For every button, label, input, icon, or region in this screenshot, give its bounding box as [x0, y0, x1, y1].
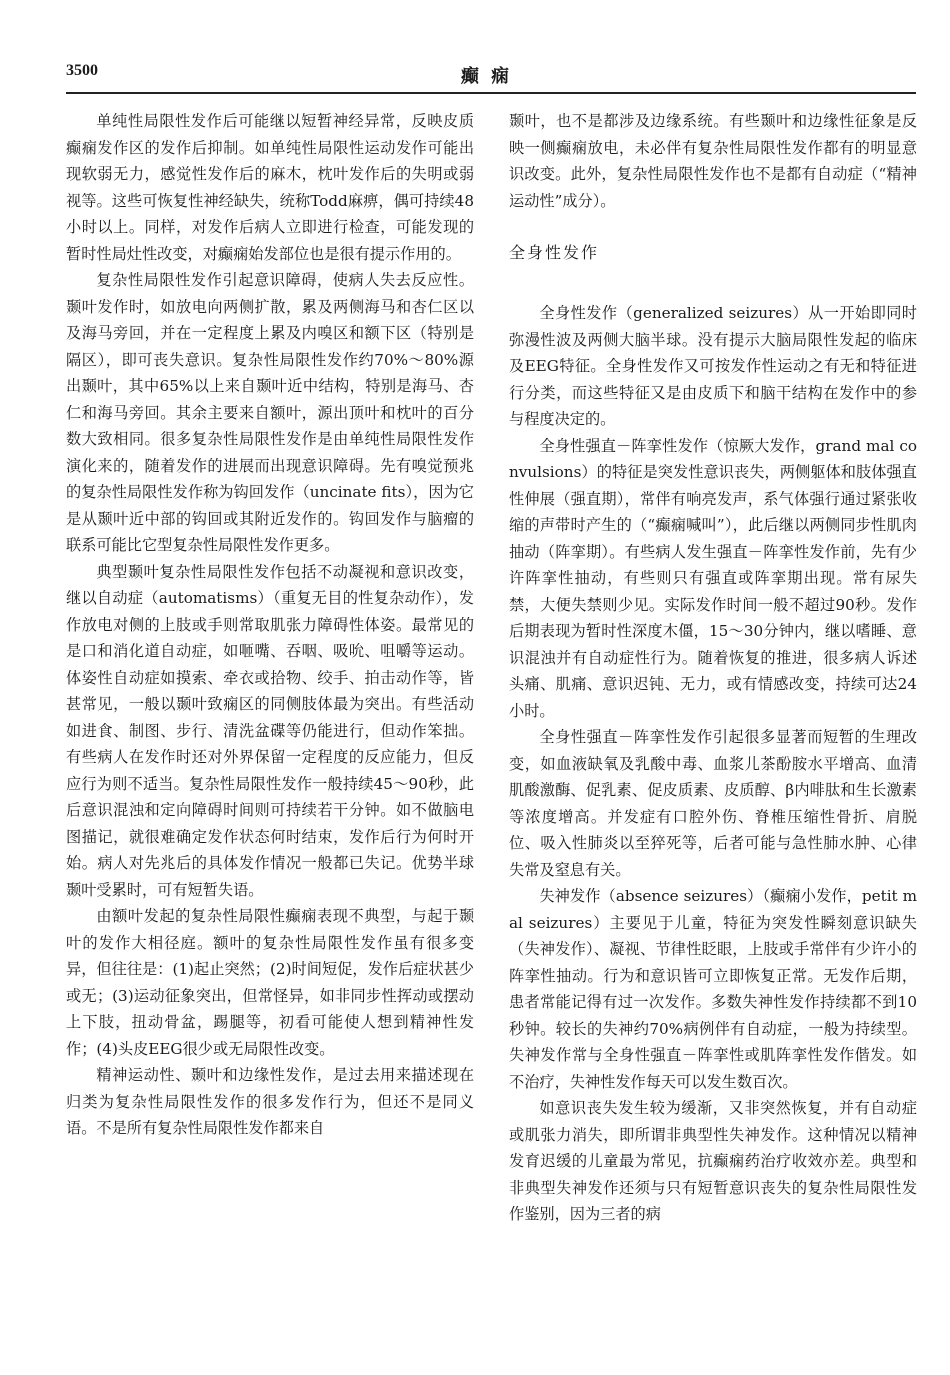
- paragraph-absence: 失神发作（absence seizures）（癫痫小发作，petit mal seizures）主要见于儿童，特征为突发性瞬刻意识缺失（失神发作）、凝视、节律性眨眼，上肢或手常伴有少许小的阵挛性抽动。行为和意识皆可立即恢复正常。无发作后期，患者常能记得有过一次发作。多数失神性发作持续都不到10秒钟。较长的失神约70%病例伴有自动症，一般为持续型。失神发作常与全身性强直－阵挛性或肌阵挛性发作偕发。如不治疗，失神性发作每天可以发生数百次。: [509, 887, 917, 1091]
- left-column: [66, 108, 474, 1142]
- paragraph-continued: 颞叶，也不是都涉及边缘系统。有些颞叶和边缘性征象是反映一侧癫痫放电，未必伴有复杂性局限性发作都有的明显意识改变。此外，复杂性局限性发作也不是都有自动症（“精神运动性”成分）。: [509, 112, 917, 210]
- paragraph-physiologic-changes: 全身性强直－阵挛性发作引起很多显著而短暂的生理改变，如血液缺氧及乳酸中毒、血浆儿茶酚胺水平增高、血清肌酸激酶、促乳素、促皮质素、皮质醇、β内啡肽和生长激素等浓度增高。并发症有口腔外伤、脊椎压缩性骨折、肩脱位、吸入性肺炎以至猝死等，后者可能与急性肺水肿、心律失常及窒息有关。: [509, 728, 917, 879]
- paragraph-frontal-onset: 由额叶发起的复杂性局限性癫痫表现不典型，与起于颞叶的发作大相径庭。额叶的复杂性局限性发作虽有很多变异，但往往是：(1)起止突然；(2)时间短促，发作后症状甚少或无；(3)运动征象突出，但常怪异，如非同步性挥动或摆动上下肢，扭动骨盆，踢腿等，初看可能使人想到精神性发作；(4)头皮EEG很少或无局限性改变。: [66, 907, 474, 1058]
- paragraph-generalized-intro: 全身性发作（generalized seizures）从一开始即同时弥漫性波及两侧大脑半球。没有提示大脑局限性发起的临床及EEG特征。全身性发作又可按发作性运动之有无和特征进行分类，而这些特征又是由皮质下和脑干结构在发作中的参与程度决定的。: [509, 304, 917, 428]
- running-title: 癫痫: [461, 66, 521, 87]
- paragraph-todd-paralysis: 单纯性局限性发作后可能继以短暂神经异常，反映皮质癫痫发作区的发作后抑制。如单纯性局限性运动发作可能出现软弱无力，感觉性发作后的麻木，枕叶发作后的失明或弱视等。这些可恢复性神经缺失，统称Todd麻痹，偶可持续48小时以上。同样，对发作后病人立即进行检查，可能发现的暂时性局灶性改变，对癫痫始发部位也是很有提示作用的。: [66, 112, 474, 263]
- paragraph-atypical-absence: 如意识丧失发生较为缓渐，又非突然恢复，并有自动症或肌张力消失，即所谓非典型性失神发作。这种情况以精神发育迟缓的儿童最为常见，抗癫痫药治疗收效亦差。典型和非典型失神发作还须与只有短暂意识丧失的复杂性局限性发作鉴别，因为三者的病: [509, 1099, 917, 1223]
- right-column: [509, 108, 917, 1228]
- page-number: 3500: [66, 62, 98, 79]
- section-heading-generalized: 全身性发作: [509, 243, 600, 262]
- paragraph-complex-partial: 复杂性局限性发作引起意识障碍，使病人失去反应性。颞叶发作时，如放电向两侧扩散，累及两侧海马和杏仁区以及海马旁回，并在一定程度上累及内嗅区和额下区（特别是隔区），即可丧失意识。复杂性局限性发作约70%～80%源出颞叶，其中65%以上来自颞叶近中结构，特别是海马、杏仁和海马旁回。其余主要来自额叶，源出顶叶和枕叶的百分数大致相同。很多复杂性局限性发作是由单纯性局限性发作演化来的，随着发作的进展而出现意识障碍。先有嗅觉预兆的复杂性局限性发作称为钩回发作（uncinate fits），因为它是从颞叶近中部的钩回或其附近发作的。钩回发作与脑瘤的联系可能比它型复杂性局限性发作更多。: [66, 271, 474, 554]
- header-rule: [66, 92, 916, 94]
- page-header: [66, 62, 916, 88]
- paragraph-psychomotor: 精神运动性、颞叶和边缘性发作，是过去用来描述现在归类为复杂性局限性发作的很多发作行为，但还不是同义语。不是所有复杂性局限性发作都来自: [66, 1066, 474, 1137]
- paragraph-tonic-clonic: 全身性强直－阵挛性发作（惊厥大发作，grand mal convulsions）的特征是突发性意识丧失，两侧躯体和肢体强直性伸展（强直期），常伴有响亮发声，系气体强行通过紧张收缩的声带时产生的（“癫痫喊叫”），此后继以两侧同步性肌肉抽动（阵挛期）。有些病人发生强直－阵挛性发作前，先有少许阵挛性抽动，有些则只有强直或阵挛期出现。常有尿失禁，大便失禁则少见。实际发作时间一般不超过90秒。发作后期表现为暂时性深度木僵，15～30分钟内，继以嗜睡、意识混浊并有自动症性行为。随着恢复的推进，很多病人诉述头痛、肌痛、意识迟钝、无力，或有情感改变，持续可达24小时。: [509, 436, 917, 720]
- paragraph-temporal-automatisms: 典型颞叶复杂性局限性发作包括不动凝视和意识改变，继以自动症（automatisms）（重复无目的性复杂动作），发作放电对侧的上肢或手则常取肌张力障碍性体姿。最常见的是口和消化道自动症，如咂嘴、吞咽、吸吮、咀嚼等运动。体姿性自动症如摸索、牵衣或拾物、绞手、拍击动作等，皆甚常见，一般以颞叶致痫区的同侧肢体最为突出。有些活动如进食、制图、步行、清洗盆碟等仍能进行，但动作笨拙。有些病人在发作时还对外界保留一定程度的反应能力，但反应行为则不适当。复杂性局限性发作一般持续45～90秒，此后意识混浊和定向障碍时间则可持续若干分钟。如不做脑电图描记，就很难确定发作状态何时结束，发作后行为何时开始。病人对先兆后的具体发作情况一般都已失记。优势半球颞叶受累时，可有短暂失语。: [66, 562, 474, 899]
